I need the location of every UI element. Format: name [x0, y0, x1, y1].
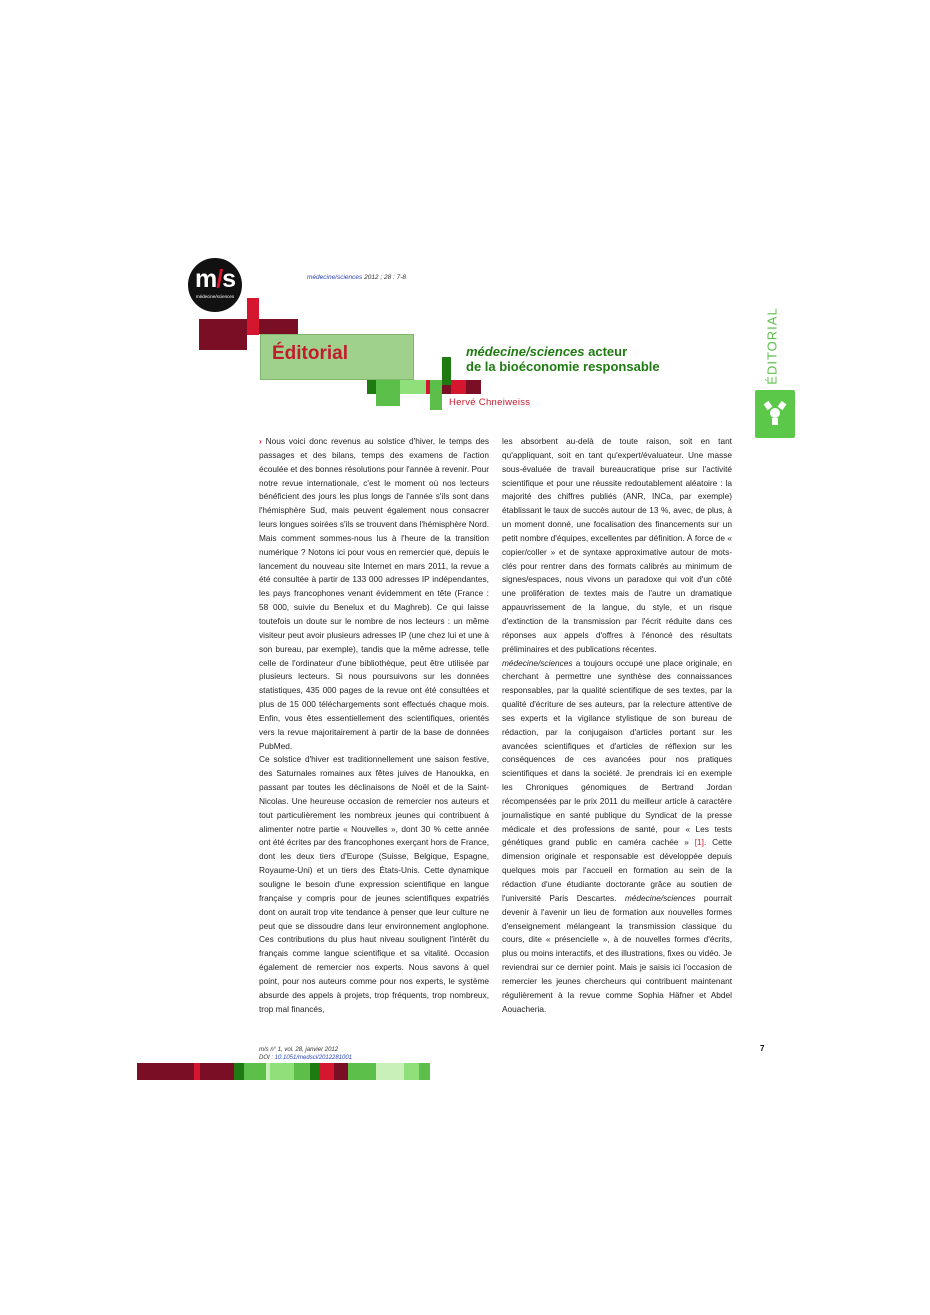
footer-meta: m/s n° 1, vol. 28, janvier 2012 DOI : 10.1051/medsci/2012281001 [259, 1047, 353, 1061]
article-title: médecine/sciences acteur de la bioéconomie responsable [466, 344, 660, 374]
section-tab-label: ÉDITORIAL [764, 307, 780, 385]
journal-logo [188, 258, 242, 312]
logo-subtitle: médecine/sciences [195, 294, 235, 299]
logo-mark: m/s [194, 265, 236, 293]
paragraph: › Nous voici donc revenus au solstice d'hiver, le temps des passages et des bilans, temps des examens de l'action écoulée et des bonnes résolutions pour l'année à revenir. Pour notre revue internationale, c'est le moment où nos lecteurs bénéficient des jours les plus longs de l'année s'ils sont dans l'hémisphère Sud, mais peuvent également nous consacrer leurs longues soirées s'ils se trouvent dans l'hémisphère Nord. Mais comment sommes-nous lus à l'heure de la transition numérique ? Notons ici pour vous en remercier que, depuis le lancement du nouveau site Internet en mars 2011, la revue a été consultée à partir de 133 000 adresses IP indépendantes, les pays francophones venant évidemment en tête (France : 58 000, suivie du Benelux et du Maghreb). Ce qui laisse toutefois un doute sur le nombre de nos lecteurs : un même visiteur peut avoir plusieurs adresses IP (une chez lui et une à son bureau, par exemple), tandis que la même adresse, telle celle de l'ordinateur d'une bibliothèque, peut être utilisée par plusieurs lecteurs. Si nous poursuivons sur les données statistiques, 435 000 pages de la revue ont été consultées et plus de 15 000 téléchargements sont effectués chaque mois. Enfin, vous êtes essentiellement des scientifiques, orientés vers la revue majoritairement à partir de la base de données PubMed. [259, 436, 489, 751]
paragraph: les absorbent au-delà de toute raison, soit en tant qu'appliquant, soit en tant qu'expert/évaluateur. Une masse sous-évaluée de travail bureaucratique prise sur l'activité scientifique et pour une réussite redoutablement aléatoire : la majorité des chiffres publiés (ANR, INCa, par exemple) établissant le taux de succès autour de 13 %, avec, de plus, à un moment donné, une focalisation des financements sur un petit nombre d'équipes, excellentes par définition. À force de « copier/coller » et de syntaxe approximative autour de mots-clés pour rentrer dans des formats calibrés au minimum de signes/espaces, nous vivons un paradoxe qui voit d'un côté une prolifération de textes mais de l'autre un dramatique appauvrissement de la langue, du style, et un risque d'extinction de la transmission par l'écrit réduite dans ces réponses aux appels d'offres à l'énoncé des résultats préliminaires et des publications récentes. [502, 436, 732, 654]
reference-link[interactable]: [1] [694, 837, 704, 848]
editorial-tab-icon [755, 390, 795, 438]
paragraph: Ce solstice d'hiver est traditionnellement une saison festive, des Saturnales romaines aux fêtes juives de Hanoukka, en passant par toutes les déclinaisons de Noël et de la Saint-Nicolas. Une heureuse occasion de remercier nos auteurs et tout particulièrement les nombreux jeunes qui contribuent à alimenter notre partie « Nouvelles », dont 30 % cette année ont été écrites par des francophones exerçant hors de France, dont les deux tiers d'Europe (Suisse, Belgique, Espagne, Royaume-Uni) et un tiers des États-Unis. Cette dynamique souligne le besoin d'une expression scientifique en langue française y compris pour de jeunes scientifiques expatriés dont on aurait trop vite tendance à penser que leur culture ne peut que se dissoudre dans leur environnement anglophone. Ces contributions du plus haut niveau soulignent l'intérêt du français comme langue scientifique et sa vitalité. Occasion également de remercier nos experts. Nous savons à quel point, pour nos auteurs comme pour nos experts, le système absurde des appels à projets, trop fréquents, trop nombreux, trop mal financés, [259, 754, 489, 1014]
citation: médecine/sciences 2012 ; 28 : 7-8 [307, 274, 407, 281]
body-column-right [502, 435, 732, 1016]
author: Hervé Chneiweiss [449, 397, 531, 408]
page-number: 7 [760, 1044, 765, 1053]
body-column-left [259, 435, 489, 1016]
doi-link[interactable]: 10.1051/medsci/2012281001 [274, 1055, 353, 1061]
page-heading: Éditorial [272, 343, 349, 364]
paragraph: médecine/sciences a toujours occupé une place originale, en cherchant à permettre une synthèse des connaissances responsables, par la qualité scientifique de ses textes, par la qualité d'écriture de ses auteurs, par la relecture attentive de ses experts et la vigilance stylistique de son bureau de rédaction, par la conjugaison d'articles portant sur les avancées scientifiques et d'articles de réflexion sur les conséquences de ces avancées pour nos pratiques scientifiques et dans la société. Je prendrais ici en exemple les Chroniques génomiques de Bertrand Jordan récompensées par le prix 2011 du meilleur article à caractère journalistique en santé publique du Syndicat de la presse médicale et des professions de santé, pour « Les tests génétiques grand public en caméra cachée » [1]. Cette dimension originale et responsable est développée depuis quelques mois par l'accueil en formation au sein de la rédaction d'une étudiante doctorante grâce au soutien de l'université Paris Descartes. médecine/sciences pourrait devenir à l'avenir un lieu de formation aux nouvelles formes d'enseignement mélangeant la transmission classique du cours, dite « présencielle », à de nouvelles formes d'écrits, plus ou moins interactifs, et des illustrations, fixes ou vidéo. Je reviendrai sur ce dernier point. Mais je saisis ici l'occasion de remercier les jeunes chercheurs qui contribuent maintenant régulièrement à la revue comme Sophia Häfner et Abdel Aouacheria. [502, 657, 732, 1014]
